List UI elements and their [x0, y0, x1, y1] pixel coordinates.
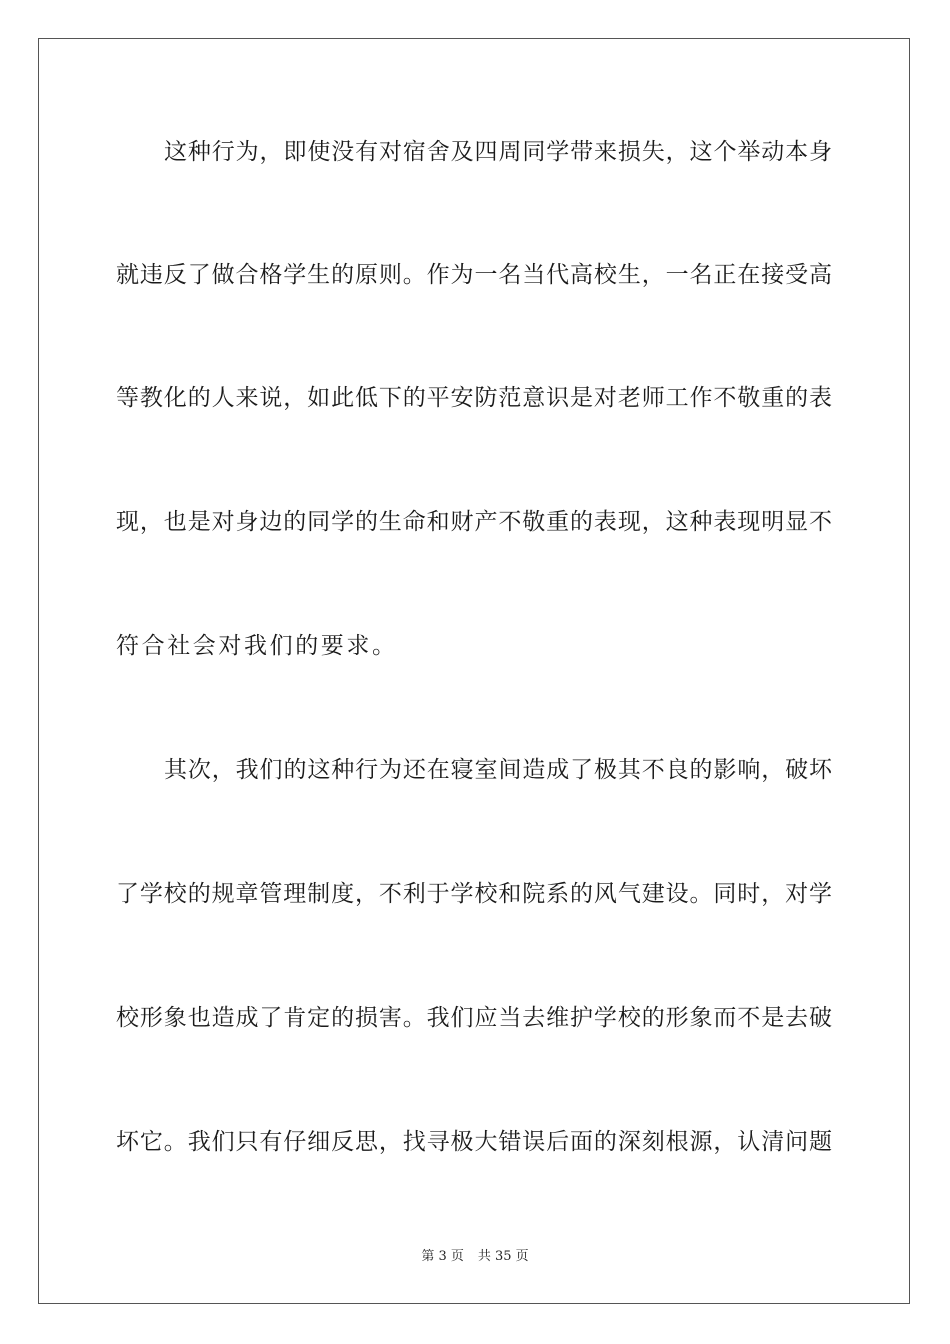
page-border	[38, 38, 910, 1304]
paragraph-line: 这种行为，即使没有对宿舍及四周同学带来损失，这个举动本身	[164, 139, 832, 165]
page-total: 共 35 页	[477, 1249, 529, 1264]
paragraph-line: 现，也是对身边的同学的生命和财产不敬重的表现，这种表现明显不	[116, 509, 832, 535]
paragraph-line: 其次，我们的这种行为还在寝室间造成了极其不良的影响，破坏	[164, 757, 832, 783]
paragraph-line: 校形象也造成了肯定的损害。我们应当去维护学校的形象而不是去破	[116, 1005, 832, 1031]
page-footer	[0, 1248, 950, 1266]
paragraph-line: 符合社会对我们的要求。	[116, 633, 398, 659]
page-number: 第 3 页	[421, 1249, 464, 1264]
paragraph-line: 坏它。我们只有仔细反思，找寻极大错误后面的深刻根源，认清问题	[116, 1129, 832, 1155]
paragraph-line: 了学校的规章管理制度，不利于学校和院系的风气建设。同时，对学	[116, 881, 832, 907]
paragraph-line: 等教化的人来说，如此低下的平安防范意识是对老师工作不敬重的表	[116, 385, 832, 411]
paragraph-line: 就违反了做合格学生的原则。作为一名当代高校生，一名正在接受高	[116, 262, 832, 288]
